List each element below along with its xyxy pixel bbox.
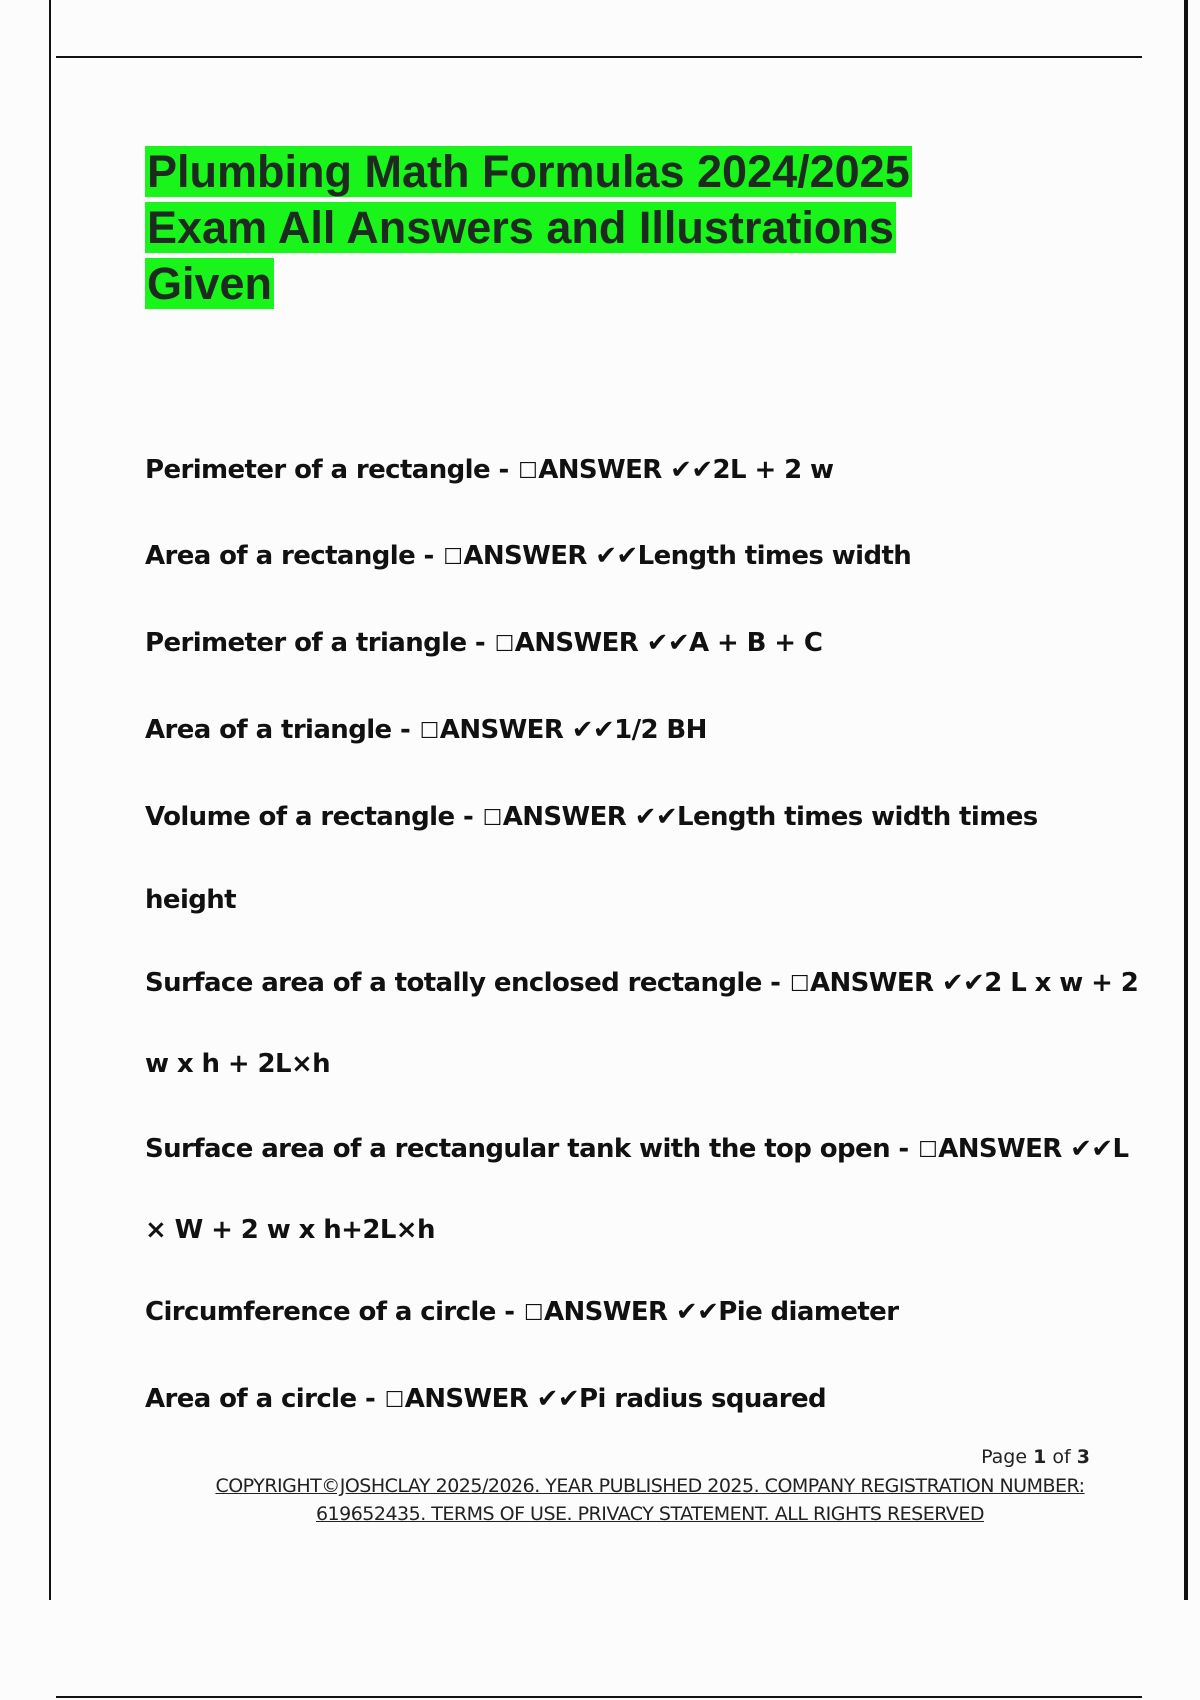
question-text: Perimeter of a rectangle - bbox=[145, 455, 509, 485]
document-title bbox=[145, 144, 1045, 312]
answer-label: ANSWER bbox=[502, 802, 627, 832]
double-check-icon: ✔✔ bbox=[595, 541, 638, 571]
answer-label: ANSWER bbox=[938, 1134, 1062, 1164]
qa-item bbox=[145, 1134, 1129, 1166]
page-of: of bbox=[1052, 1446, 1071, 1468]
answer-marker-icon: ☐ bbox=[384, 1388, 404, 1413]
answer-text: Pie diameter bbox=[718, 1297, 899, 1327]
qa-item bbox=[145, 1384, 1095, 1416]
answer-text: Length times width bbox=[637, 541, 912, 571]
copyright-notice[interactable] bbox=[200, 1472, 1100, 1528]
answer-label: ANSWER bbox=[463, 541, 587, 571]
double-check-icon: ✔✔ bbox=[670, 455, 713, 485]
answer-label: ANSWER bbox=[809, 968, 934, 998]
page-prefix: Page bbox=[981, 1446, 1028, 1468]
answer-label: ANSWER bbox=[514, 628, 639, 658]
page-total: 3 bbox=[1076, 1446, 1090, 1468]
answer-text: 2 L x w + 2 bbox=[984, 968, 1139, 998]
answer-marker-icon: ☐ bbox=[523, 1301, 543, 1326]
double-check-icon: ✔✔ bbox=[634, 802, 678, 832]
double-check-icon: ✔✔ bbox=[941, 968, 985, 998]
double-check-icon: ✔✔ bbox=[646, 628, 690, 658]
question-text: Area of a rectangle - bbox=[145, 541, 434, 571]
answer-marker-icon: ☐ bbox=[419, 719, 439, 744]
answer-text: Length times width times bbox=[677, 802, 1038, 832]
bottom-rule bbox=[56, 1696, 1142, 1698]
answer-label: ANSWER bbox=[439, 715, 564, 745]
qa-item-continuation: height bbox=[145, 885, 237, 915]
top-rule bbox=[56, 56, 1142, 58]
answer-text: L bbox=[1112, 1134, 1129, 1164]
question-text: Perimeter of a triangle - bbox=[145, 628, 486, 658]
qa-item bbox=[145, 715, 1095, 747]
answer-label: ANSWER bbox=[538, 455, 662, 485]
copyright-line-2[interactable]: 619652435. TERMS OF USE. PRIVACY STATEMENT. ALL RIGHTS RESERVED bbox=[315, 1503, 985, 1525]
answer-marker-icon: ☐ bbox=[482, 806, 502, 831]
qa-item bbox=[145, 455, 1095, 487]
qa-item bbox=[145, 802, 1095, 834]
qa-item bbox=[145, 628, 1095, 660]
title-line-1: Plumbing Math Formulas 2024/2025 bbox=[147, 146, 910, 197]
question-text: Surface area of a totally enclosed rectangle - bbox=[145, 968, 781, 998]
qa-item bbox=[145, 1297, 1095, 1329]
answer-marker-icon: ☐ bbox=[443, 545, 463, 570]
question-text: Circumference of a circle - bbox=[145, 1297, 515, 1327]
answer-label: ANSWER bbox=[544, 1297, 668, 1327]
answer-text: 1/2 BH bbox=[614, 715, 707, 745]
double-check-icon: ✔✔ bbox=[1070, 1134, 1113, 1164]
qa-item bbox=[145, 968, 1139, 1000]
question-text: Surface area of a rectangular tank with the top open - bbox=[145, 1134, 909, 1164]
copyright-line-1[interactable]: COPYRIGHT©JOSHCLAY 2025/2026. YEAR PUBLISHED 2025. COMPANY REGISTRATION NUMBER: bbox=[215, 1475, 1085, 1497]
answer-marker-icon: ☐ bbox=[518, 459, 538, 484]
title-line-2: Exam All Answers and Illustrations bbox=[147, 202, 894, 253]
qa-item bbox=[145, 541, 1095, 573]
page-current: 1 bbox=[1033, 1446, 1047, 1468]
answer-marker-icon: ☐ bbox=[918, 1138, 938, 1163]
double-check-icon: ✔✔ bbox=[675, 1297, 719, 1327]
answer-text: Pi radius squared bbox=[579, 1384, 826, 1414]
left-page-border bbox=[49, 0, 51, 1600]
question-text: Area of a triangle - bbox=[145, 715, 411, 745]
qa-item-continuation: × W + 2 w x h+2L×h bbox=[145, 1215, 435, 1245]
qa-item-continuation: w x h + 2L×h bbox=[145, 1049, 331, 1079]
answer-marker-icon: ☐ bbox=[494, 632, 514, 657]
answer-text: A + B + C bbox=[689, 628, 823, 658]
question-text: Area of a circle - bbox=[145, 1384, 376, 1414]
double-check-icon: ✔✔ bbox=[571, 715, 615, 745]
question-text: Volume of a rectangle - bbox=[145, 802, 474, 832]
answer-text: 2L + 2 w bbox=[712, 455, 834, 485]
page-number bbox=[981, 1446, 1090, 1468]
title-line-3: Given bbox=[147, 258, 273, 309]
answer-marker-icon: ☐ bbox=[789, 972, 809, 997]
double-check-icon: ✔✔ bbox=[536, 1384, 580, 1414]
right-page-border bbox=[1184, 0, 1188, 1600]
answer-label: ANSWER bbox=[404, 1384, 529, 1414]
